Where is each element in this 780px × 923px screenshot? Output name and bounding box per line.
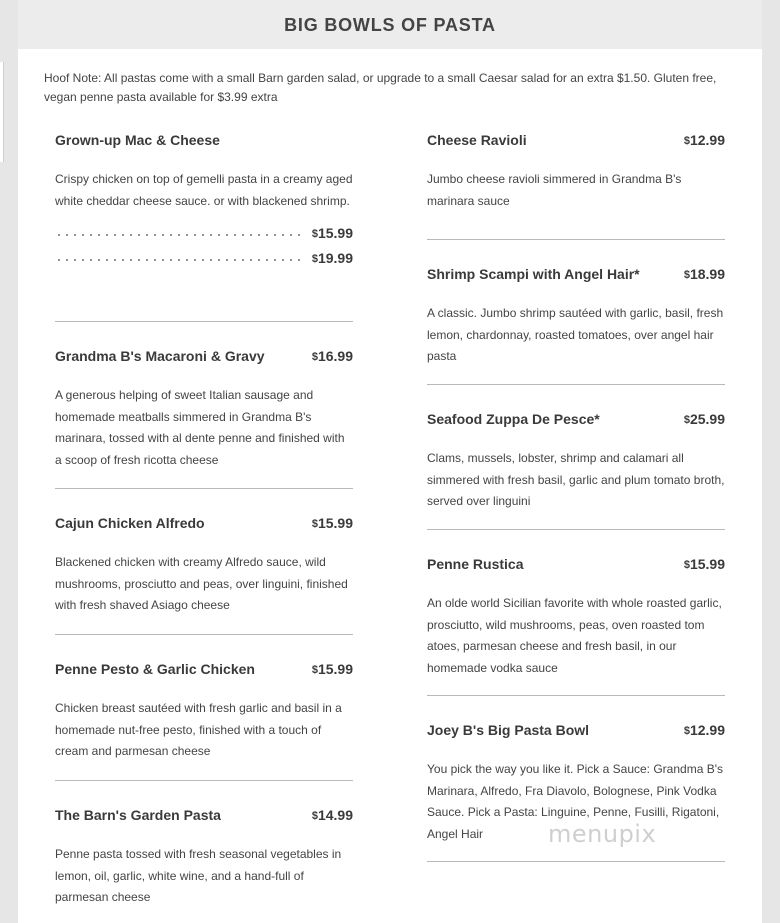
menu-item-price: $15.99 bbox=[683, 556, 725, 572]
menu-item-description: A generous helping of sweet Italian sausage and homemade meatballs simmered in Grandma B's marinara, tossed with al dente penne and finished with a scoop of fresh ricotta cheese bbox=[55, 388, 345, 467]
menu-item-description: Penne pasta tossed with fresh seasonal vegetables in lemon, oil, garlic, white wine, and a hand-full of parmesan cheese bbox=[55, 847, 342, 904]
menu-item bbox=[427, 411, 725, 529]
menu-page bbox=[18, 0, 762, 923]
menu-item bbox=[55, 132, 353, 321]
price-option bbox=[55, 245, 353, 270]
menu-item-price: $25.99 bbox=[683, 411, 725, 427]
menu-item bbox=[427, 556, 725, 695]
watermark-logo: menupix bbox=[548, 820, 657, 848]
menu-item-price: $12.99 bbox=[683, 132, 725, 148]
menu-item-price: $12.99 bbox=[683, 722, 725, 738]
menu-item bbox=[55, 515, 353, 634]
menu-item bbox=[55, 807, 353, 907]
menu-item-name: Grown-up Mac & Cheese bbox=[55, 132, 220, 148]
price-option bbox=[55, 220, 353, 245]
leader-dots bbox=[55, 259, 304, 261]
menu-item-name: Cheese Ravioli bbox=[427, 132, 527, 148]
menu-item-description: You pick the way you like it. Pick a Sauce: Grandma B's Marinara, Alfredo, Fra Diavolo, Bolognese, Pink Vodka Sauce. Pick a Pasta: Linguine, Penne, Fusilli, Rigatoni, Angel Hair bbox=[427, 762, 723, 841]
menu-item-name: Seafood Zuppa De Pesce* bbox=[427, 411, 600, 427]
menu-item-price: $16.99 bbox=[311, 348, 353, 364]
menu-item bbox=[427, 132, 725, 239]
menu-item-name: Shrimp Scampi with Angel Hair* bbox=[427, 266, 640, 282]
menu-item-price: $15.99 bbox=[311, 515, 353, 531]
menu-item-price: $18.99 bbox=[683, 266, 725, 282]
menu-item-price: $14.99 bbox=[311, 807, 353, 823]
menu-item-name: Grandma B's Macaroni & Gravy bbox=[55, 348, 265, 364]
menu-item-description: Crispy chicken on top of gemelli pasta in a creamy aged white cheddar cheese sauce. or with blackened shrimp. bbox=[55, 172, 353, 208]
section-title: BIG BOWLS OF PASTA bbox=[284, 15, 496, 35]
menu-item bbox=[55, 348, 353, 488]
section-note: Hoof Note: All pastas come with a small Barn garden salad, or upgrade to a small Caesar salad for an extra $1.50. Gluten free, vegan penne pasta available for $3.99 extra bbox=[44, 71, 717, 104]
section-header bbox=[18, 0, 762, 49]
menu-column-left bbox=[55, 132, 353, 907]
menu-item-name: Penne Pesto & Garlic Chicken bbox=[55, 661, 255, 677]
menu-item-description: Clams, mussels, lobster, shrimp and calamari all simmered with fresh basil, garlic and plum tomato broth, served over linguini bbox=[427, 451, 725, 508]
menu-item-price: $15.99 bbox=[311, 224, 353, 241]
leader-dots bbox=[55, 234, 304, 236]
menu-item-description: An olde world Sicilian favorite with whole roasted garlic, prosciutto, wild mushrooms, peas, oven roasted tom atoes, parmesan cheese and fresh basil, in our homemade vodka sauce bbox=[427, 596, 722, 675]
menu-item-name: The Barn's Garden Pasta bbox=[55, 807, 221, 823]
menu-column-right bbox=[427, 132, 725, 862]
menu-item bbox=[55, 661, 353, 780]
menu-item-price: $15.99 bbox=[311, 661, 353, 677]
menu-item-price: $19.99 bbox=[311, 249, 353, 266]
menu-item-description: Blackened chicken with creamy Alfredo sauce, wild mushrooms, prosciutto and peas, over linguini, finished with fresh shaved Asiago cheese bbox=[55, 555, 348, 612]
menu-item-description: Chicken breast sautéed with fresh garlic and basil in a homemade nut-free pesto, finished with a touch of cream and parmesan cheese bbox=[55, 701, 342, 758]
menu-item bbox=[427, 266, 725, 384]
menu-item-name: Cajun Chicken Alfredo bbox=[55, 515, 205, 531]
menu-item-description: A classic. Jumbo shrimp sautéed with garlic, basil, fresh lemon, chardonnay, roasted tomatoes, over angel hair pasta bbox=[427, 306, 724, 363]
menu-item-description: Jumbo cheese ravioli simmered in Grandma B's marinara sauce bbox=[427, 172, 682, 208]
item-divider bbox=[427, 861, 725, 862]
menu-item-name: Joey B's Big Pasta Bowl bbox=[427, 722, 590, 738]
side-tab bbox=[0, 62, 4, 162]
menu-item-name: Penne Rustica bbox=[427, 556, 524, 572]
